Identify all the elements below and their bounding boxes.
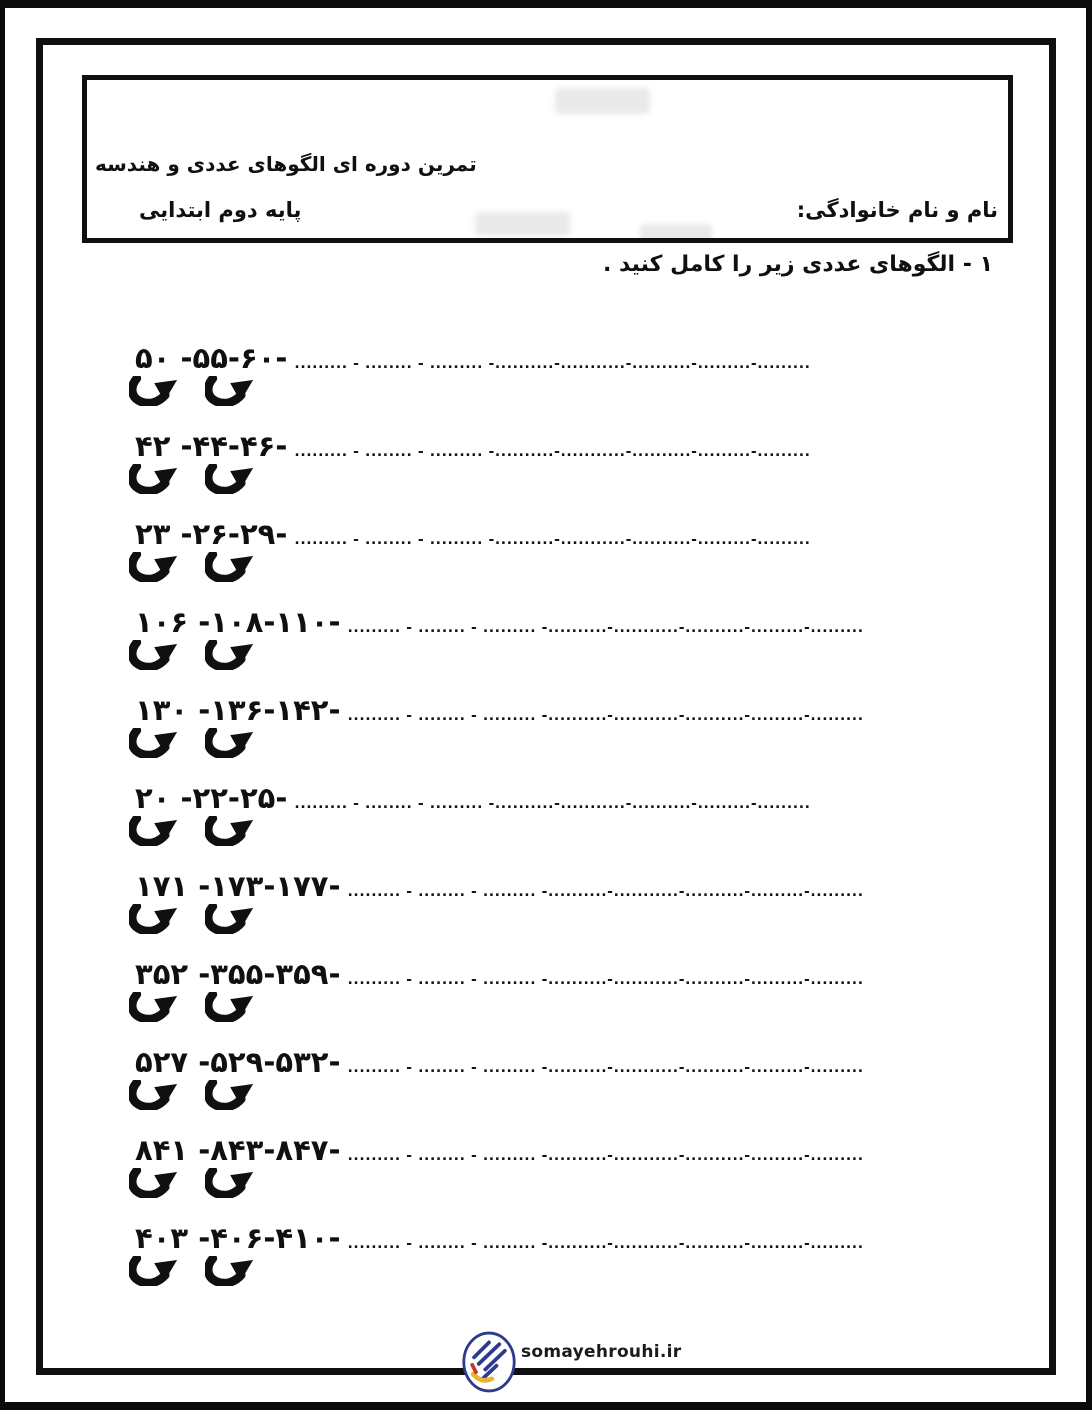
answer-blanks: ......... - ........ - ......... -..........-...........-..........-.........-.........: [294, 356, 811, 372]
page-frame: [36, 38, 1056, 1375]
answer-blanks: ......... - ........ - ......... -..........-...........-..........-.........-.........: [294, 532, 811, 548]
curve-arrow-icon: [205, 640, 257, 670]
faint-watermark: [475, 212, 570, 236]
answer-blanks: ......... - ........ - ......... -..........-...........-..........-.........-.........: [294, 796, 811, 812]
site-logo: [461, 1331, 517, 1393]
faint-watermark: [555, 88, 650, 114]
pattern-numbers: ۵۰ -۵۵-۶۰-: [135, 341, 288, 375]
curve-arrow-icon: [129, 552, 181, 582]
curve-arrow-icon: [129, 376, 181, 406]
logo-calligraphy-icon: [461, 1331, 517, 1393]
answer-blanks: ......... - ........ - ......... -..........-...........-..........-.........-.........: [347, 884, 864, 900]
pattern-numbers: ۵۲۷ -۵۲۹-۵۳۲-: [135, 1045, 341, 1079]
curve-arrow-icon: [129, 640, 181, 670]
curve-arrow-icon: [129, 904, 181, 934]
pattern-row-8: [135, 957, 864, 1045]
step-arrows: [129, 728, 864, 760]
answer-blanks: ......... - ........ - ......... -..........-...........-..........-.........-.........: [347, 620, 864, 636]
step-arrows: [129, 1080, 864, 1112]
curve-arrow-icon: [129, 816, 181, 846]
curve-arrow-icon: [205, 728, 257, 758]
curve-arrow-icon: [129, 728, 181, 758]
answer-blanks: ......... - ........ - ......... -..........-...........-..........-.........-.........: [347, 1148, 864, 1164]
instruction-text: ۱ - الگوهای عددی زیر را کامل کنید .: [602, 252, 993, 277]
step-arrows: [129, 640, 864, 672]
step-arrows: [129, 552, 864, 584]
curve-arrow-icon: [205, 464, 257, 494]
pattern-row-4: [135, 605, 864, 693]
pattern-numbers: ۲۳ -۲۶-۲۹-: [135, 517, 288, 551]
website-url: somayehrouhi.ir: [521, 1342, 682, 1362]
pattern-numbers: ۲۰ -۲۲-۲۵-: [135, 781, 288, 815]
answer-blanks: ......... - ........ - ......... -..........-...........-..........-.........-.........: [347, 708, 864, 724]
step-arrows: [129, 992, 864, 1024]
curve-arrow-icon: [129, 1168, 181, 1198]
pattern-row-2: [135, 429, 864, 517]
step-arrows: [129, 464, 864, 496]
worksheet-title: تمرین دوره ای الگوهای عددی و هندسه: [95, 152, 477, 176]
pattern-numbers: ۱۷۱ -۱۷۳-۱۷۷-: [135, 869, 341, 903]
pattern-numbers: ۳۵۲ -۳۵۵-۳۵۹-: [135, 957, 341, 991]
pattern-row-3: [135, 517, 864, 605]
pattern-numbers: ۴۰۳ -۴۰۶-۴۱۰-: [135, 1221, 341, 1255]
curve-arrow-icon: [205, 816, 257, 846]
step-arrows: [129, 1256, 864, 1288]
faint-watermark: [640, 224, 712, 243]
pattern-row-5: [135, 693, 864, 781]
pattern-numbers: ۸۴۱ -۸۴۳-۸۴۷-: [135, 1133, 341, 1167]
step-arrows: [129, 1168, 864, 1200]
pattern-row-7: [135, 869, 864, 957]
pattern-row-9: [135, 1045, 864, 1133]
curve-arrow-icon: [205, 376, 257, 406]
answer-blanks: ......... - ........ - ......... -..........-...........-..........-.........-.........: [347, 972, 864, 988]
curve-arrow-icon: [129, 1080, 181, 1110]
curve-arrow-icon: [205, 904, 257, 934]
pattern-numbers: ۱۳۰ -۱۳۶-۱۴۲-: [135, 693, 341, 727]
curve-arrow-icon: [205, 552, 257, 582]
pattern-row-10: [135, 1133, 864, 1221]
curve-arrow-icon: [129, 464, 181, 494]
step-arrows: [129, 816, 864, 848]
curve-arrow-icon: [205, 1168, 257, 1198]
curve-arrow-icon: [129, 992, 181, 1022]
answer-blanks: ......... - ........ - ......... -..........-...........-..........-.........-.........: [347, 1060, 864, 1076]
step-arrows: [129, 904, 864, 936]
pattern-row-11: [135, 1221, 864, 1309]
curve-arrow-icon: [129, 1256, 181, 1286]
header-box: [82, 75, 1013, 243]
pattern-numbers: ۴۲ -۴۴-۴۶-: [135, 429, 288, 463]
student-name-label: نام و نام خانوادگی:: [796, 198, 998, 222]
answer-blanks: ......... - ........ - ......... -..........-...........-..........-.........-.........: [294, 444, 811, 460]
pattern-rows: [135, 341, 864, 1309]
step-arrows: [129, 376, 864, 408]
pattern-row-1: [135, 341, 864, 429]
curve-arrow-icon: [205, 1256, 257, 1286]
curve-arrow-icon: [205, 992, 257, 1022]
grade-label: پایه دوم ابتدایی: [139, 198, 302, 222]
answer-blanks: ......... - ........ - ......... -..........-...........-..........-.........-.........: [347, 1236, 864, 1252]
pattern-numbers: ۱۰۶ -۱۰۸-۱۱۰-: [135, 605, 341, 639]
pattern-row-6: [135, 781, 864, 869]
curve-arrow-icon: [205, 1080, 257, 1110]
worksheet-page: [5, 8, 1086, 1402]
